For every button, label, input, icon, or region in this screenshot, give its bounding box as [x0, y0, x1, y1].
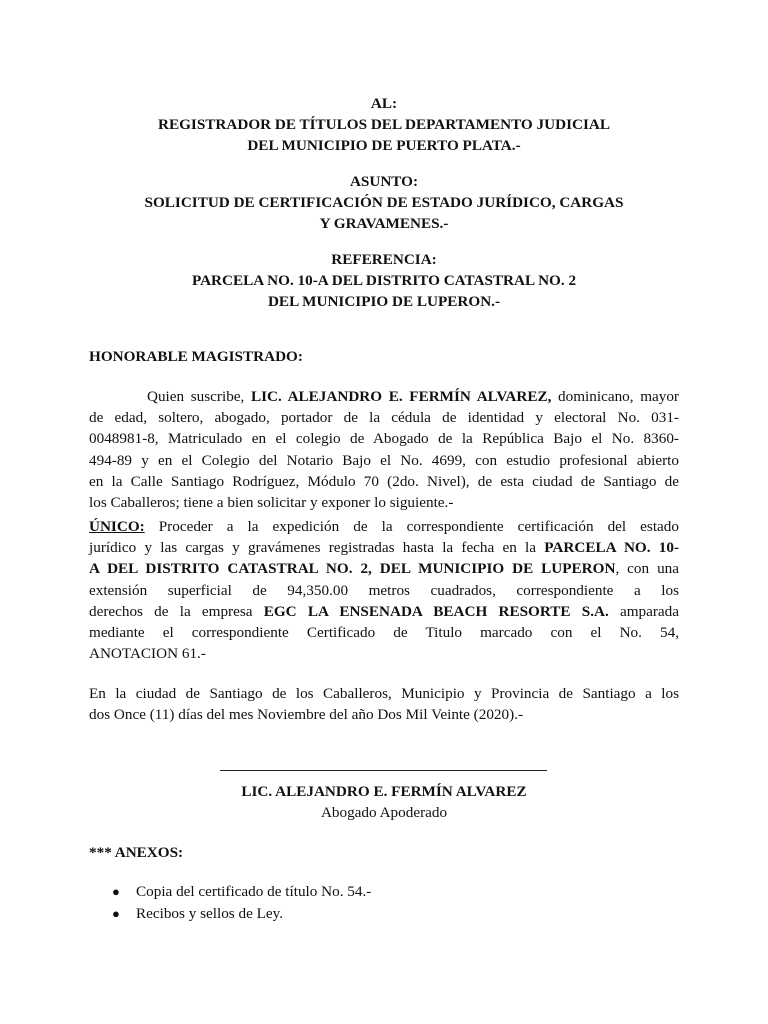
unico-line-2-text: jurídico y las cargas y gravámenes registradas hasta la fecha en la — [89, 539, 545, 557]
unico-line-1-text: Proceder a la expedición de la correspondiente certificación del estado — [144, 518, 679, 535]
referencia-line-1: PARCELA NO. 10-A DEL DISTRITO CATASTRAL NO. 2 — [191, 272, 577, 289]
intro-line-3: 0048981-8, Matriculado en el colegio de Abogado de la República Bajo el No. 8360- — [89, 430, 679, 448]
unico-line-5 — [89, 601, 679, 622]
al-label: AL: — [370, 95, 398, 112]
referencia-label: REFERENCIA: — [331, 251, 437, 268]
bullet-icon: ● — [112, 884, 120, 899]
annexes-title: *** ANEXOS: — [89, 844, 184, 861]
unico-line-7: ANOTACION 61.- — [89, 645, 206, 663]
unico-line-1 — [89, 516, 679, 537]
annexes-list — [112, 881, 371, 925]
unico-label: ÚNICO: — [89, 518, 145, 535]
addressee-block — [0, 93, 768, 156]
parcel-ref-part-2: A DEL DISTRITO CATASTRAL NO. 2, DEL MUNICIPIO DE LUPERON — [89, 560, 616, 578]
annex-item-2: Recibos y sellos de Ley. — [136, 905, 284, 922]
intro-line-6: los Caballeros; tiene a bien solicitar y exponer lo siguiente.- — [89, 494, 454, 512]
intro-line-2: de edad, soltero, abogado, portador de la cédula de identidad y electoral No. 031- — [89, 409, 679, 427]
asunto-line-1: SOLICITUD DE CERTIFICACIÓN DE ESTADO JURÍDICO, CARGAS — [144, 194, 624, 211]
closing-line-2: dos Once (11) días del mes Noviembre del año Dos Mil Veinte (2020).- — [89, 706, 524, 724]
parcel-ref-part-1: PARCELA NO. 10- — [544, 539, 679, 557]
signer-role: Abogado Apoderado — [320, 804, 448, 821]
intro-line-1-post: dominicano, mayor — [551, 388, 679, 405]
annex-item-1: Copia del certificado de título No. 54.- — [136, 883, 372, 900]
reference-block — [0, 249, 768, 312]
addressee-line-1: REGISTRADOR DE TÍTULOS DEL DEPARTAMENTO JUDICIAL — [158, 116, 610, 133]
unico-line-5-post: amparada — [608, 602, 680, 620]
closing-paragraph — [89, 683, 679, 725]
unico-line-4: extensión superficial de 94,350.00 metros cuadrados, correspondiente a los — [89, 581, 679, 599]
intro-line-4: 494-89 y en el Colegio del Notario Bajo el No. 4699, con estudio profesional abierto — [89, 451, 679, 469]
company-name: EGC LA ENSENADA BEACH RESORTE S.A. — [263, 602, 609, 620]
unico-line-6: mediante el correspondiente Certificado de Titulo marcado con el No. 54, — [89, 624, 679, 642]
intro-line-5: en la Calle Santiago Rodríguez, Módulo 70 (2do. Nivel), de esta ciudad de Santiago de — [89, 472, 679, 490]
bullet-icon: ● — [112, 906, 120, 921]
asunto-line-2: Y GRAVAMENES.- — [319, 215, 449, 232]
intro-paragraph — [89, 386, 679, 513]
signer-name: LIC. ALEJANDRO E. FERMÍN ALVAREZ — [241, 783, 527, 800]
unico-line-5-text: derechos de la empresa — [89, 602, 264, 620]
asunto-label: ASUNTO: — [349, 173, 419, 190]
intro-line-1 — [89, 386, 679, 407]
referencia-line-2: DEL MUNICIPIO DE LUPERON.- — [267, 293, 501, 310]
intro-line-1-pre: Quien suscribe, — [147, 388, 251, 405]
applicant-name: LIC. ALEJANDRO E. FERMÍN ALVAREZ, — [250, 388, 552, 405]
subject-block — [0, 171, 768, 234]
closing-line-1: En la ciudad de Santiago de los Caballeros, Municipio y Provincia de Santiago a los — [89, 685, 679, 702]
unico-line-3-text: , con una — [615, 560, 679, 578]
addressee-line-2: DEL MUNICIPIO DE PUERTO PLATA.- — [247, 137, 521, 154]
unico-line-3 — [89, 558, 679, 579]
list-item — [112, 903, 371, 925]
signature-line — [220, 770, 547, 771]
unico-line-2 — [89, 537, 679, 558]
unico-paragraph — [89, 516, 679, 664]
list-item — [112, 881, 371, 903]
greeting: HONORABLE MAGISTRADO: — [89, 348, 303, 365]
